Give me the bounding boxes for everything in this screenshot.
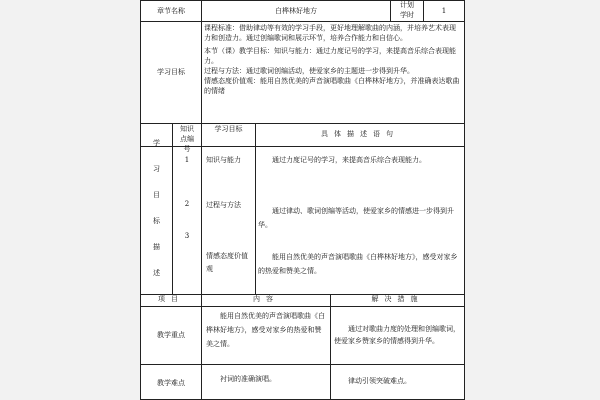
learning-goal-type: 过程与方法 xyxy=(206,201,241,209)
description-sentence: 通过律动、歌词创编等活动，使爱家乡的情感进一步得到升华。 xyxy=(258,207,454,229)
description-sentence: 通过力度记号的学习，来提高音乐综合表现能力。 xyxy=(272,156,426,164)
teaching-difficulty-content: 衬词的准确演唱。 xyxy=(220,375,276,383)
teaching-focus-solution: 通过对歌曲力度的处理和创编歌词，使爱家乡赞家乡的情感得到升华。 xyxy=(334,325,460,345)
teaching-focus-content: 能用自然优美的声音演唱歌曲《白桦林好地方》，感受对家乡的热爱和赞美之情。 xyxy=(206,312,325,348)
chapter-label: 章节名称 xyxy=(157,7,185,15)
objectives-text xyxy=(204,23,462,96)
col-learning-goal: 学习目标 xyxy=(214,125,243,133)
side-label-learning-goal-description: 学 习 目 标 描 述 xyxy=(153,139,160,277)
point-number: 3 xyxy=(184,232,190,240)
learning-goal-type: 知识与能力 xyxy=(206,156,241,164)
point-number: 1 xyxy=(184,156,190,164)
lesson-plan-sheet xyxy=(140,0,465,400)
teaching-difficulty-solution: 律动引领突破难点。 xyxy=(348,377,411,385)
chapter-title: 白桦林好地方 xyxy=(275,7,317,15)
col-item: 项目 xyxy=(158,295,184,303)
col-solution: 解决措施 xyxy=(371,295,424,303)
teaching-focus-label: 教学重点 xyxy=(157,331,185,339)
objective-paragraph: 课程标准：借助律动等有效的学习手段，更好地理解歌曲的内涵，并培养艺术表现力和创造力。通过创编歌词和展示环节，培养合作能力和自信心。 xyxy=(204,24,456,42)
teaching-difficulty-label: 教学难点 xyxy=(157,379,185,387)
learning-goal-type: 情感态度价值观 xyxy=(206,252,248,273)
objective-paragraph: 情感态度价值观：能用自然优美的声音演唱歌曲《白桦林好地方》，并准确表达歌曲的情绪 xyxy=(204,77,460,95)
col-description: 具体描述语句 xyxy=(321,130,399,138)
col-point-number: 知识点编号 xyxy=(180,125,194,153)
objectives-label: 学习目标 xyxy=(157,68,185,76)
point-number: 2 xyxy=(184,200,190,208)
objective-paragraph: 本节（课）教学目标：知识与能力：通过力度记号的学习，来提高音乐综合表现能力。 xyxy=(204,47,456,65)
objective-paragraph: 过程与方法：通过歌词创编活动，使爱家乡的主题进一步得到升华。 xyxy=(204,67,414,75)
col-content: 内容 xyxy=(253,295,279,303)
planned-hours-label: 计划学时 xyxy=(400,1,414,19)
description-sentence: 能用自然优美的声音演唱歌曲《白桦林好地方》，感受对家乡的热爱和赞美之情。 xyxy=(258,253,458,275)
planned-hours-value: 1 xyxy=(441,7,447,15)
